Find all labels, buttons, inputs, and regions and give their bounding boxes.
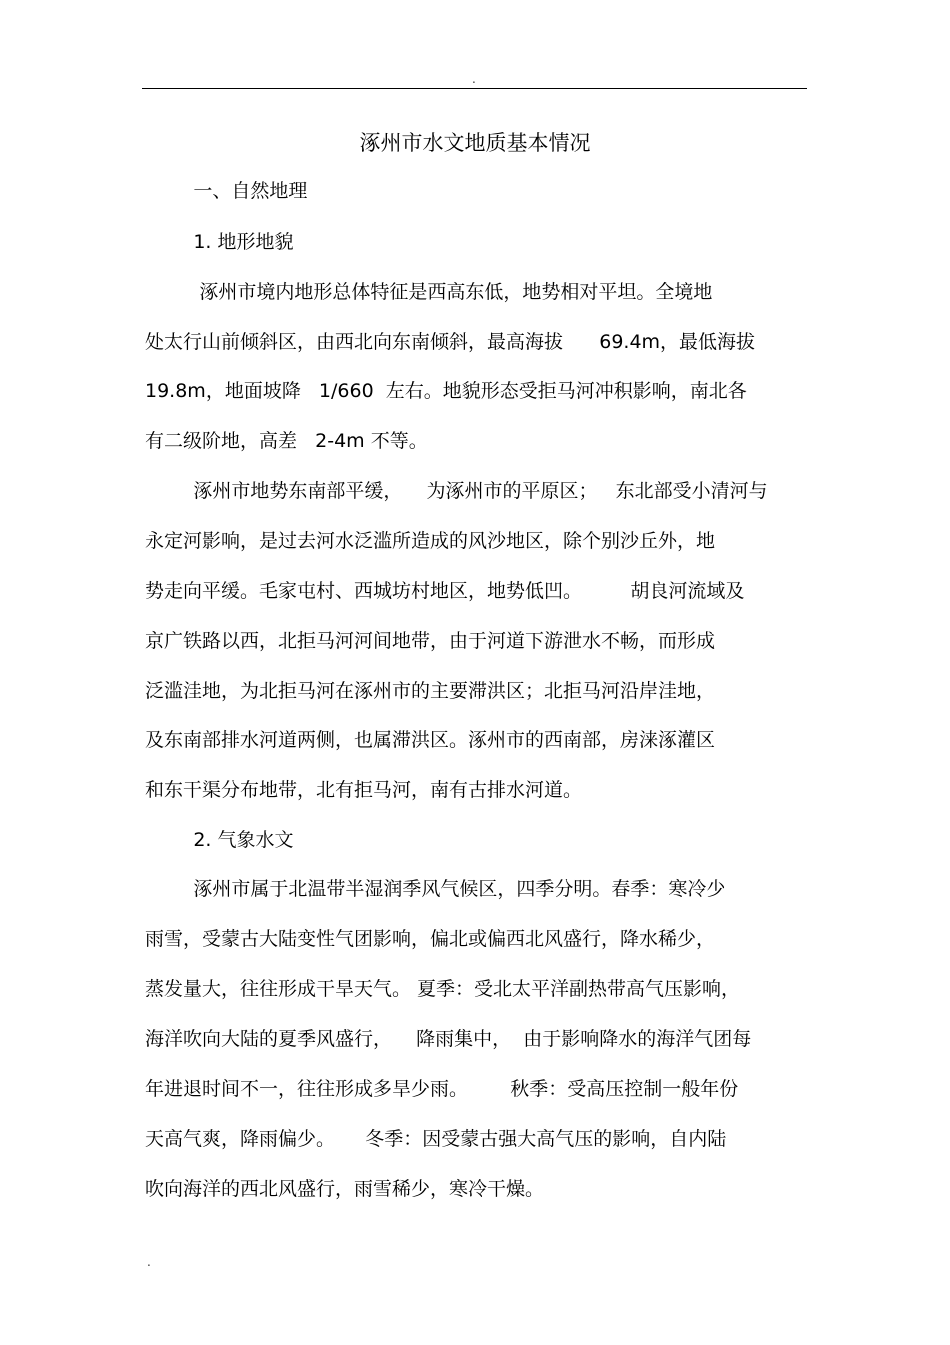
text-line: 处太行山前倾斜区，由西北向东南倾斜，最高海拔 69.4m，最低海拔 <box>145 331 756 353</box>
text-line: 涿州市属于北温带半湿润季风气候区，四季分明。春季：寒冷少 <box>145 878 726 900</box>
document-title: 涿州市水文地质基本情况 <box>359 131 591 155</box>
text-line: 19.8m，地面坡降 1/660 左右。地貌形态受拒马河冲积影响，南北各 <box>145 380 747 402</box>
text-line: 吹向海洋的西北风盛行，雨雪稀少，寒冷干燥。 <box>145 1178 545 1200</box>
footer-dot: . <box>147 1255 151 1269</box>
text-line: 永定河影响，是过去河水泛滥所造成的风沙地区，除个别沙丘外，地 <box>145 530 716 552</box>
text-line: 和东干渠分布地带，北有拒马河，南有古排水河道。 <box>145 779 583 801</box>
text-line: 及东南部排水河道两侧，也属滞洪区。涿州市的西南部，房涞涿灌区 <box>145 729 716 751</box>
text-line: 蒸发量大，往往形成干旱天气。 夏季：受北太平洋副热带高气压影响， <box>145 978 741 1000</box>
text-line: 海洋吹向大陆的夏季风盛行， 降雨集中， 由于影响降水的海洋气团每 <box>145 1028 752 1050</box>
text-line: 涿州市境内地形总体特征是西高东低，地势相对平坦。全境地 <box>145 281 713 303</box>
text-line: 京广铁路以西，北拒马河河间地带，由于河道下游泄水不畅，而形成 <box>145 630 716 652</box>
text-line: 天高气爽，降雨偏少。 冬季：因受蒙古强大高气压的影响，自内陆 <box>145 1128 727 1150</box>
header-dot: . <box>472 72 476 86</box>
text-line: 有二级阶地，高差 2-4m 不等。 <box>145 430 428 452</box>
text-line: 年进退时间不一，往往形成多旱少雨。 秋季：受高压控制一般年份 <box>145 1078 739 1100</box>
text-line: 雨雪，受蒙古大陆变性气团影响，偏北或偏西北风盛行，降水稀少， <box>145 928 716 950</box>
text-line: 势走向平缓。毛家屯村、西城坊村地区，地势低凹。 胡良河流域及 <box>145 580 745 602</box>
header-rule <box>142 88 807 89</box>
text-line: 涿州市地势东南部平缓， 为涿州市的平原区； 东北部受小清河与 <box>145 480 768 502</box>
section-heading: 一、自然地理 <box>145 180 308 202</box>
text-line: 泛滥洼地，为北拒马河在涿州市的主要滞洪区；北拒马河沿岸洼地， <box>145 680 716 702</box>
subsection-heading: 1. 地形地貌 <box>145 231 294 253</box>
subsection-heading: 2. 气象水文 <box>145 829 294 851</box>
